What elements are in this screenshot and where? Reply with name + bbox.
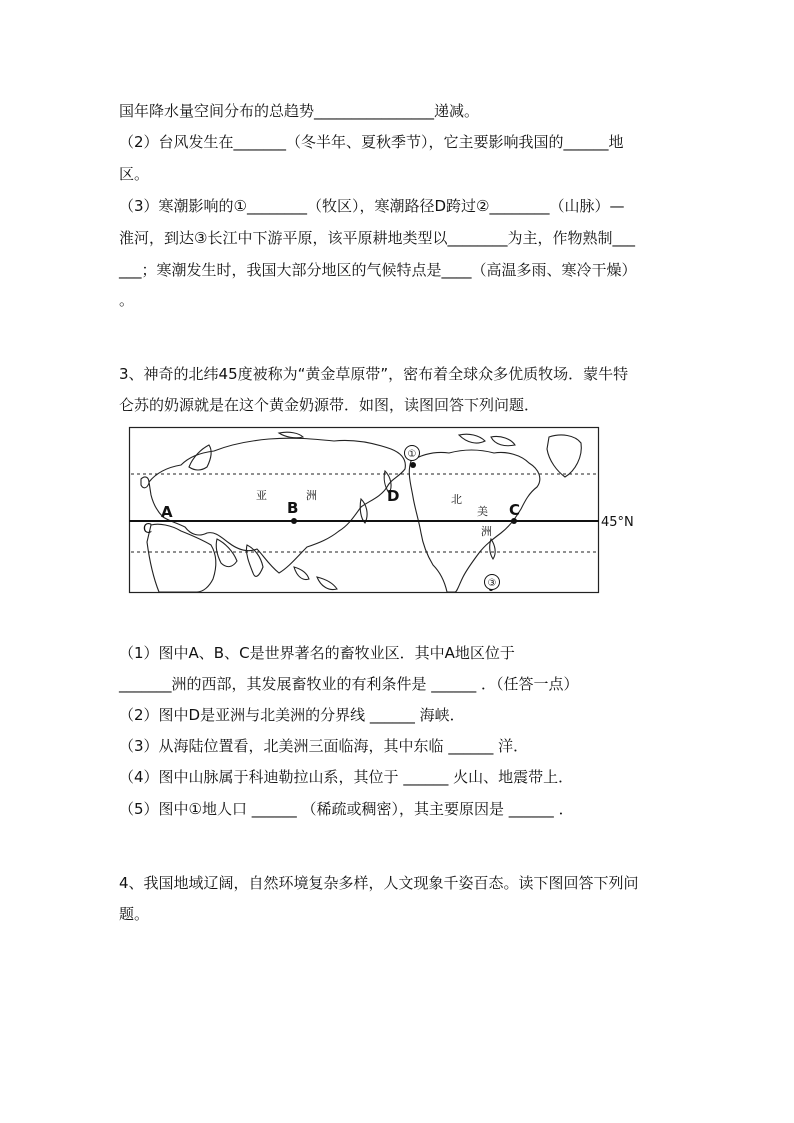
- island-outline: [317, 577, 337, 590]
- arctic-island-outline: [459, 434, 485, 443]
- africa-outline: [147, 524, 216, 592]
- text-line: （2）台风发生在_______（冬半年、夏秋季节），它主要影响我国的______地: [119, 133, 624, 151]
- arctic-island-outline: [491, 436, 515, 445]
- label-c-west: C: [143, 522, 153, 537]
- florida-outline: [490, 539, 495, 559]
- label-asia-1: 亚: [256, 489, 267, 502]
- point-b-marker: [291, 518, 297, 524]
- question-3-intro: 仑苏的奶源就是在这个黄金奶源带．如图，读图回答下列问题．: [119, 396, 540, 414]
- label-d: D: [387, 487, 400, 505]
- label-na-3: 洲: [481, 525, 492, 538]
- label-b: B: [287, 499, 299, 517]
- label-45n: 45°N: [601, 515, 634, 530]
- eurasia-outline: [149, 438, 405, 573]
- island-outline: [294, 567, 309, 580]
- world-map-figure: [129, 427, 634, 593]
- text-line: 。: [119, 291, 135, 309]
- question-3-subquestion: （4）图中山脉属于科迪勒拉山系，其位于 ______ 火山、地震带上．: [119, 768, 574, 786]
- arabia-outline: [216, 539, 237, 567]
- question-3-subquestion: （1）图中A、B、C是世界著名的畜牧业区．其中A地区位于: [119, 644, 515, 662]
- text-line: 区。: [119, 165, 150, 183]
- japan-outline: [360, 499, 367, 523]
- question-4-intro: 4、我国地域辽阔，自然环境复杂多样，人文现象千姿百态。读下图回答下列问: [119, 874, 639, 892]
- text-line: ___；寒潮发生时，我国大部分地区的气候特点是____（高温多雨、寒冷干燥）: [119, 261, 637, 279]
- label-circle-3: ③: [487, 578, 497, 589]
- question-4-intro: 题。: [119, 905, 150, 923]
- map-frame: [130, 428, 599, 593]
- question-3-subquestion: _______洲的西部，其发展畜牧业的有利条件是 ______ ．（任答一点）: [119, 675, 579, 693]
- label-circle-1: ①: [407, 449, 417, 460]
- text-line: 国年降水量空间分布的总趋势________________递减。: [119, 102, 480, 120]
- label-na-2: 美: [477, 505, 488, 518]
- question-3-intro: 3、神奇的北纬45度被称为“黄金草原带”，密布着全球众多优质牧场．蒙牛特: [119, 365, 629, 383]
- question-3-subquestion: （5）图中①地人口 ______ （稀疏或稠密），其主要原因是 ______ ．: [119, 800, 574, 818]
- label-na-1: 北: [451, 493, 462, 506]
- point-1-marker: [410, 462, 416, 468]
- question-3-subquestion: （3）从海陆位置看，北美洲三面临海，其中东临 ______ 洋．: [119, 737, 529, 755]
- question-3-subquestion: （2）图中D是亚洲与北美洲的分界线 ______ 海峡．: [119, 706, 465, 724]
- greenland-outline: [547, 435, 581, 477]
- british-isles-outline: [141, 477, 149, 488]
- text-line: 淮河，到达③长江中下游平原，该平原耕地类型以________为主，作物熟制___: [119, 229, 635, 247]
- label-asia-2: 洲: [306, 489, 317, 502]
- label-c: C: [509, 501, 521, 519]
- arctic-island-outline: [279, 432, 303, 438]
- label-a: A: [161, 503, 173, 521]
- text-line: （3）寒潮影响的①________（牧区），寒潮路径D跨过②________（山脉）—: [119, 197, 625, 215]
